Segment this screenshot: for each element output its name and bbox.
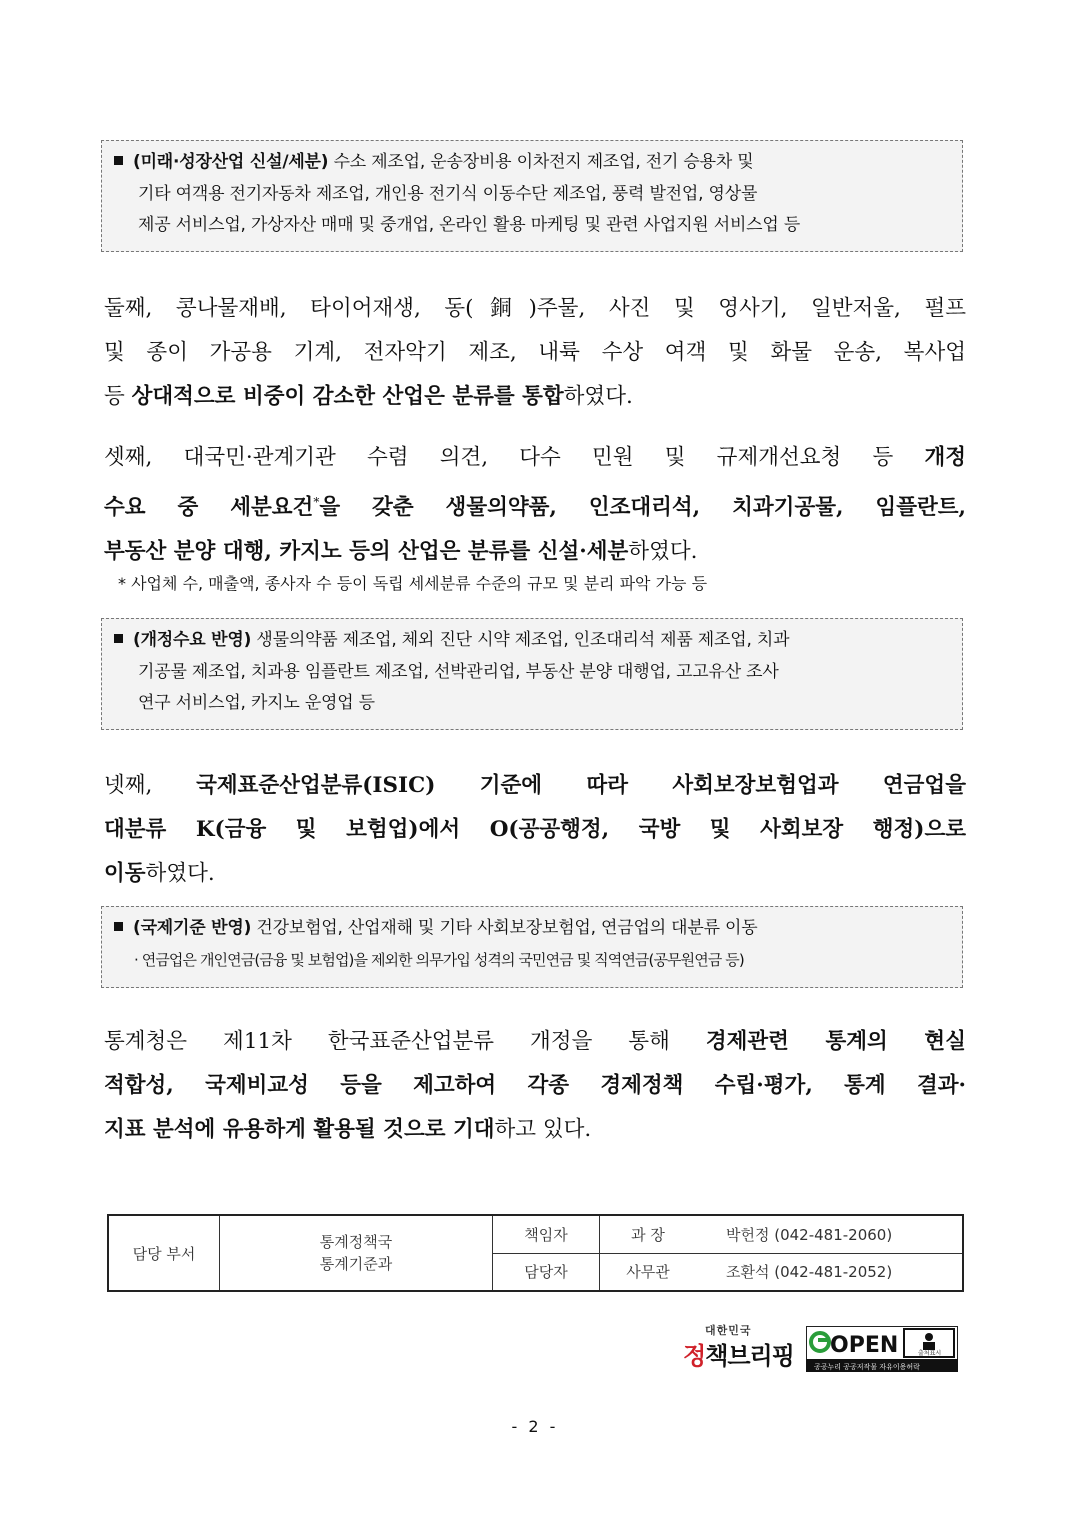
paragraph-line: 적합성, 국제비교성 등을 제고하여 각종 경제정책 수립·평가, 통계 결과· [104, 1073, 966, 1098]
policy-briefing-logo: 대한민국 정책브리핑 [683, 1324, 794, 1370]
box-subnote: · 연금업은 개인연금(금융 및 보험업)을 제외한 의무가입 성격의 국민연금 및 직역연금(공무원연금 등) [134, 950, 744, 969]
box-heading: (국제기준 반영) [133, 918, 252, 938]
bullet-square-icon [114, 922, 123, 931]
person-cell: 조환석 (042-481-2052) [696, 1253, 963, 1291]
svg-text:출처표시: 출처표시 [918, 1350, 942, 1357]
title-cell: 과 장 [600, 1215, 697, 1253]
info-box-demand [101, 618, 963, 730]
role-cell: 담당자 [493, 1253, 600, 1291]
person-cell: 박헌정 (042-481-2060) [696, 1215, 963, 1253]
dept-label: 담당 부서 [108, 1215, 220, 1291]
role-cell: 책임자 [493, 1215, 600, 1253]
paragraph-line: 대분류 K(금융 및 보험업)에서 O(공공행정, 국방 및 사회보장 행정)으로 [104, 817, 966, 842]
svg-text:OPEN: OPEN [830, 1333, 899, 1358]
box-text: 건강보험업, 산업재해 및 기타 사회보장보험업, 연금업의 대분류 이동 [251, 918, 758, 938]
paragraph-line: 통계청은 제11차 한국표준산업분류 개정을 통해 경제관련 통계의 현실 [104, 1029, 966, 1054]
paragraph-line: 둘째, 콩나물재배, 타이어재생, 동(銅)주물, 사진 및 영사기, 일반저울, 펄프 [104, 296, 966, 321]
box-text: 생물의약품 제조업, 체외 진단 시약 제조업, 인조대리석 제품 제조업, 치과 [251, 630, 790, 650]
paragraph-line: 등 상대적으로 비중이 감소한 산업은 분류를 통합하였다. [104, 384, 633, 409]
contact-table [107, 1214, 964, 1292]
box-text: 연구 서비스업, 카지노 운영업 등 [138, 693, 375, 713]
paragraph-line: 및 종이 가공용 기계, 전자악기 제조, 내륙 수상 여객 및 화물 운송, 복사업 [104, 340, 966, 365]
footnote: * 사업체 수, 매출액, 종사자 수 등이 독립 세세분류 수준의 규모 및 분리 파악 가능 등 [118, 574, 708, 593]
dept-name: 통계정책국 통계기준과 [220, 1215, 493, 1291]
paragraph-conclusion [104, 1020, 966, 1152]
box-text: 기공물 제조업, 치과용 임플란트 제조업, 선박관리업, 부동산 분양 대행업, 고고유산 조사 [138, 661, 779, 682]
page-number: - 2 - [511, 1417, 559, 1436]
open-license-logo [806, 1326, 958, 1372]
paragraph-line: 이동하였다. [104, 861, 215, 886]
box-heading: (미래·성장산업 신설/세분) [133, 152, 329, 172]
bullet-square-icon [114, 634, 123, 643]
paragraph-line: 부동산 분양 대행, 카지노 등의 산업은 분류를 신설·세분하였다. [104, 539, 698, 565]
info-box-international [101, 906, 963, 988]
paragraph-line: 지표 분석에 유용하게 활용될 것으로 기대하고 있다. [104, 1117, 592, 1142]
paragraph-fourth [104, 764, 966, 896]
box-text: 제공 서비스업, 가상자산 매매 및 중개업, 온라인 활용 마케팅 및 관련 사업지원 서비스업 등 [138, 215, 801, 235]
box-text: 수소 제조업, 운송장비용 이차전지 제조업, 전기 승용차 및 [328, 152, 754, 172]
box-heading: (개정수요 반영) [133, 630, 252, 650]
paragraph-line: 넷째, 국제표준산업분류(ISIC) 기준에 따라 사회보장보험업과 연금업을 [104, 773, 966, 798]
paragraph-third [104, 436, 966, 574]
paragraph-line: 수요 중 세분요건*을 갖춘 생물의약품, 인조대리석, 치과기공물, 임플란트, [104, 495, 966, 521]
info-box-future-industries [101, 140, 963, 252]
paragraph-second [104, 287, 966, 419]
svg-text:공공누리 공공저작물 자유이용허락: 공공누리 공공저작물 자유이용허락 [814, 1363, 920, 1371]
box-text: 기타 여객용 전기자동차 제조업, 개인용 전기식 이동수단 제조업, 풍력 발전업, 영상물 [138, 183, 758, 204]
title-cell: 사무관 [600, 1253, 697, 1291]
paragraph-line: 셋째, 대국민·관계기관 수렴 의견, 다수 민원 및 규제개선요청 등 개정 [104, 445, 966, 470]
bullet-square-icon [114, 156, 123, 165]
